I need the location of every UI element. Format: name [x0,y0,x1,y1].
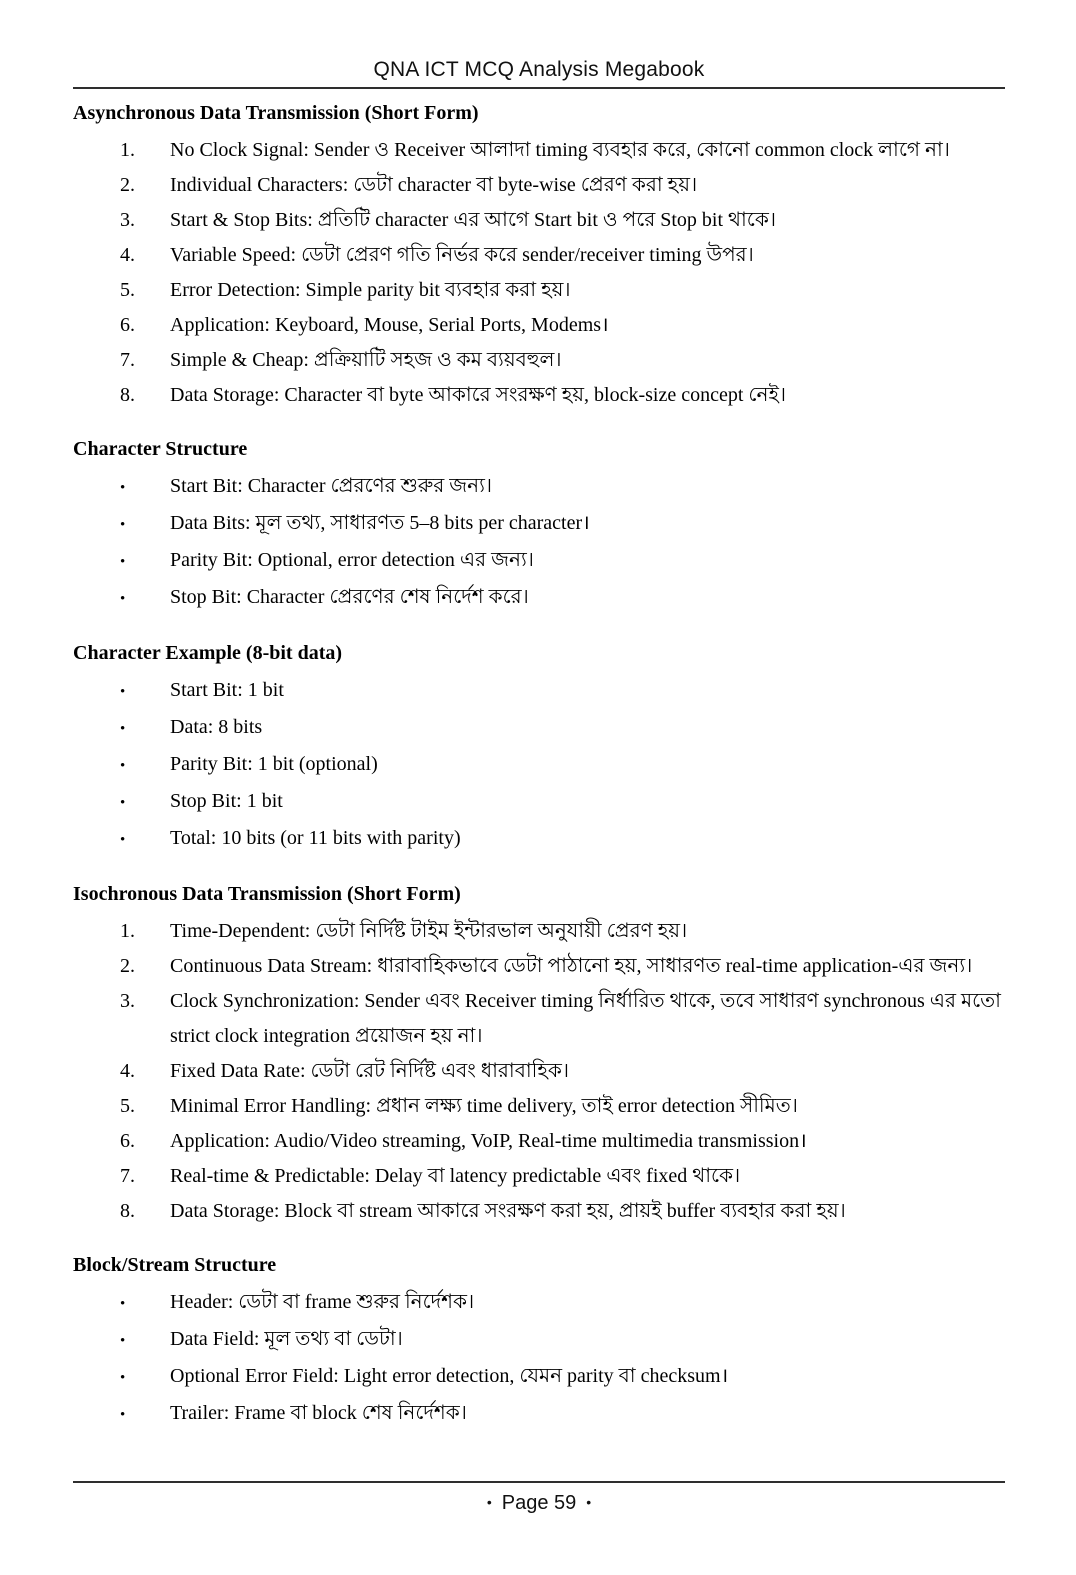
list-item [73,1159,1005,1194]
list-item [73,784,1005,821]
list-item-text: No Clock Signal: Sender ও Receiver আলাদা timing ব্যবহার করে, কোনো common clock লাগে না। [170,139,950,161]
section-list [73,673,1005,858]
list-item-text: Clock Synchronization: Sender এবং Receiver timing নির্ধারিত থাকে, তবে সাধারণ synchronous এর মতো strict clock integration প্রয়োজন হয় না। [170,990,1001,1047]
list-item [73,984,1005,1054]
number-marker: 7. [120,1165,135,1187]
number-marker: 6. [120,314,135,336]
list-item-text: Stop Bit: 1 bit [170,790,283,812]
list-item [73,1322,1005,1359]
bullet-icon: • [120,758,126,774]
list-item [73,710,1005,747]
footer-right-dot-icon: • [586,1494,592,1510]
section-heading: Block/Stream Structure [73,1254,277,1276]
number-marker: 8. [120,384,135,406]
section [73,1251,1005,1433]
list-item-text: Data Storage: Block বা stream আকারে সংরক্ষণ করা হয়, প্রায়ই buffer ব্যবহার করা হয়। [170,1200,846,1222]
list-item [73,308,1005,343]
list-item [73,168,1005,203]
list-item-text: Data: 8 bits [170,716,263,738]
list-item [73,914,1005,949]
footer-rule [73,1481,1005,1483]
list-item [73,580,1005,617]
number-marker: 6. [120,1130,135,1152]
list-item [73,469,1005,506]
section [73,435,1005,617]
bullet-icon: • [120,721,126,737]
number-marker: 8. [120,1200,135,1222]
bullet-icon: • [120,1296,126,1312]
list-item-text: Continuous Data Stream: ধারাবাহিকভাবে ডেটা পাঠানো হয়, সাধারণত real-time application-এর জন্য। [170,955,973,977]
list-item [73,506,1005,543]
list-item-text: Data Storage: Character বা byte আকারে সংরক্ষণ হয়, block-size concept নেই। [170,384,787,406]
list-item [73,273,1005,308]
list-item-text: Start Bit: 1 bit [170,679,284,701]
number-marker: 5. [120,279,135,301]
list-item-text: Data Bits: মূল তথ্য, সাধারণত 5–8 bits per character। [170,512,590,534]
bullet-icon: • [120,1333,126,1349]
section-heading: Character Example (8-bit data) [73,642,343,664]
bullet-icon: • [120,1370,126,1386]
section-heading: Character Structure [73,438,248,460]
section [73,639,1005,858]
section-list [73,914,1005,1229]
list-item [73,1359,1005,1396]
list-item-text: Header: ডেটা বা frame শুরুর নির্দেশক। [170,1291,475,1313]
list-item-text: Error Detection: Simple parity bit ব্যবহার করা হয়। [170,279,571,301]
page-footer [73,1481,1005,1515]
list-item-text: Simple & Cheap: প্রক্রিয়াটি সহজ ও কম ব্যয়বহুল। [170,349,562,371]
section [73,880,1005,1229]
header-rule [73,87,1005,89]
bullet-icon: • [120,795,126,811]
list-item-text: Parity Bit: Optional, error detection এর জন্য। [170,549,534,571]
list-item-text: Total: 10 bits (or 11 bits with parity) [170,827,461,849]
list-item [73,203,1005,238]
bullet-icon: • [120,591,126,607]
bullet-icon: • [120,1407,126,1423]
list-item [73,543,1005,580]
bullet-icon: • [120,480,126,496]
page-header [73,57,1005,89]
list-item-text: Start Bit: Character প্রেরণের শুরুর জন্য। [170,475,493,497]
number-marker: 1. [120,920,135,942]
list-item-text: Minimal Error Handling: প্রধান লক্ষ্য time delivery, তাই error detection সীমিত। [170,1095,798,1117]
list-item-text: Application: Audio/Video streaming, VoIP, Real-time multimedia transmission। [170,1130,807,1152]
document-content [73,99,1005,1433]
section [73,99,1005,413]
bullet-icon: • [120,517,126,533]
list-item-text: Variable Speed: ডেটা প্রেরণ গতি নির্ভর করে sender/receiver timing উপর। [170,244,754,266]
list-item-text: Trailer: Frame বা block শেষ নির্দেশক। [170,1402,467,1424]
number-marker: 5. [120,1095,135,1117]
section-list [73,469,1005,617]
list-item-text: Real-time & Predictable: Delay বা latency predictable এবং fixed থাকে। [170,1165,741,1187]
document-page [0,57,1076,1575]
list-item [73,1396,1005,1433]
footer-line [73,1490,1005,1515]
list-item-text: Time-Dependent: ডেটা নির্দিষ্ট টাইম ইন্টারভাল অনুযায়ী প্রেরণ হয়। [170,920,688,942]
section-heading: Asynchronous Data Transmission (Short Form) [73,102,479,124]
number-marker: 2. [120,955,135,977]
bullet-icon: • [120,684,126,700]
list-item [73,1089,1005,1124]
list-item-text: Optional Error Field: Light error detection, যেমন parity বা checksum। [170,1365,729,1387]
list-item [73,949,1005,984]
number-marker: 4. [120,244,135,266]
list-item [73,747,1005,784]
list-item [73,133,1005,168]
section-list [73,1285,1005,1433]
list-item-text: Fixed Data Rate: ডেটা রেট নির্দিষ্ট এবং ধারাবাহিক। [170,1060,570,1082]
number-marker: 7. [120,349,135,371]
number-marker: 1. [120,139,135,161]
list-item-text: Parity Bit: 1 bit (optional) [170,753,378,775]
bullet-icon: • [120,554,126,570]
list-item-text: Stop Bit: Character প্রেরণের শেষ নির্দেশ করে। [170,586,529,608]
list-item-text: Application: Keyboard, Mouse, Serial Ports, Modems। [170,314,609,336]
list-item [73,1124,1005,1159]
page-number: Page 59 [501,1492,577,1514]
list-item [73,343,1005,378]
number-marker: 3. [120,990,135,1012]
bullet-icon: • [120,832,126,848]
list-item-text: Data Field: মূল তথ্য বা ডেটা। [170,1328,403,1350]
list-item [73,1194,1005,1229]
footer-left-dot-icon: • [486,1494,492,1510]
list-item [73,378,1005,413]
list-item [73,238,1005,273]
list-item [73,673,1005,710]
list-item [73,821,1005,858]
list-item-text: Individual Characters: ডেটা character বা byte-wise প্রেরণ করা হয়। [170,174,698,196]
section-list [73,133,1005,413]
number-marker: 2. [120,174,135,196]
number-marker: 4. [120,1060,135,1082]
list-item [73,1054,1005,1089]
section-heading: Isochronous Data Transmission (Short Form) [73,883,461,905]
number-marker: 3. [120,209,135,231]
book-title: QNA ICT MCQ Analysis Megabook [373,58,705,81]
list-item-text: Start & Stop Bits: প্রতিটি character এর আগে Start bit ও পরে Stop bit থাকে। [170,209,776,231]
list-item [73,1285,1005,1322]
